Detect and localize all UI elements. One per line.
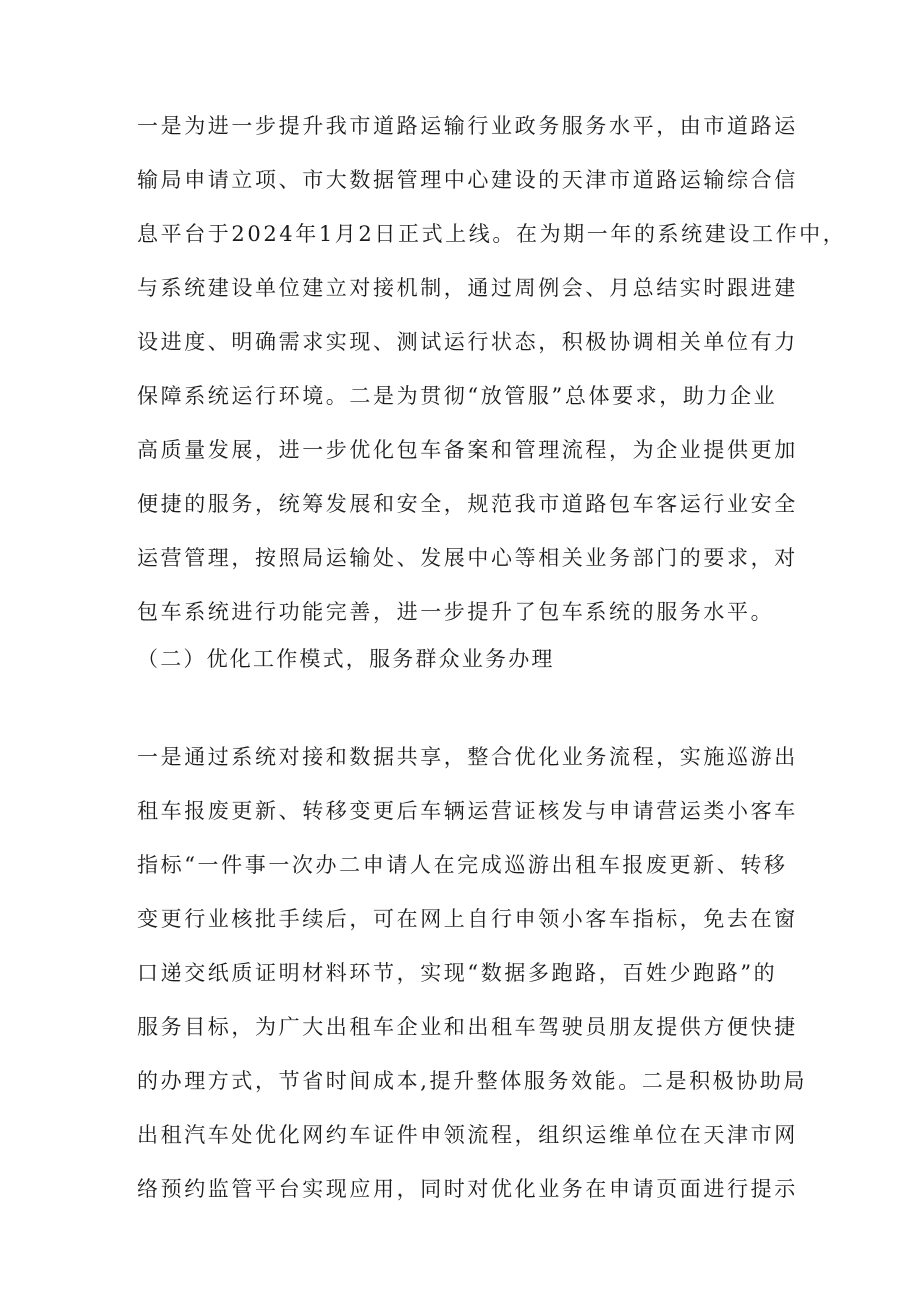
paragraph-2 — [137, 730, 808, 1216]
section-heading: （二）优化工作模式，服务群众业务办理 — [137, 647, 555, 671]
paragraph-line: 租车报废更新、转移变更后车辆运营证核发与申请营运类小客车 — [137, 799, 798, 823]
paragraph-line: 保障系统运行环境。二是为贯彻“放管服”总体要求，助力企业 — [137, 384, 778, 408]
paragraph-line: 包车系统进行功能完善，进一步提升了包车系统的服务水平。 — [137, 600, 775, 624]
paragraph-line: 络预约监管平台实现应用，同时对优化业务在申请页面进行提示 — [137, 1177, 798, 1201]
paragraph-line: 设进度、明确需求实现、测试运行状态，积极协调相关单位有力 — [137, 330, 798, 354]
paragraph-line: 口递交纸质证明材料环节，实现“数据多跑路，百姓少跑路”的 — [137, 961, 778, 985]
paragraph-line: 一是为进一步提升我市道路运输行业政务服务水平，由市道路运 — [137, 114, 798, 138]
paragraph-line: 的办理方式，节省时间成本,提升整体服务效能。二是积极协助局 — [137, 1069, 808, 1093]
paragraph-line: 输局申请立项、市大数据管理中心建设的天津市道路运输综合信 — [137, 168, 798, 192]
paragraph-1 — [137, 99, 847, 639]
paragraph-line: 指标“一件事一次办二申请人在完成巡游出租车报废更新、转移 — [137, 853, 788, 877]
paragraph-line: 服务目标，为广大出租车企业和出租车驾驶员朋友提供方便快捷 — [137, 1015, 798, 1039]
paragraph-line: 高质量发展，进一步优化包车备案和管理流程，为企业提供更加 — [137, 438, 798, 462]
paragraph-line: 一是通过系统对接和数据共享，整合优化业务流程，实施巡游出 — [137, 745, 798, 769]
paragraph-line: 变更行业核批手续后，可在网上自行申领小客车指标，免去在窗 — [137, 907, 798, 931]
paragraph-line: 便捷的服务，统筹发展和安全，规范我市道路包车客运行业安全 — [137, 492, 798, 516]
paragraph-line: 与系统建设单位建立对接机制，通过周例会、月总结实时跟进建 — [137, 276, 798, 300]
paragraph-line: 息平台于2024年1月2日正式上线。在为期一年的系统建设工作中， — [137, 222, 847, 246]
paragraph-line: 运营管理，按照局运输处、发展中心等相关业务部门的要求，对 — [137, 546, 798, 570]
paragraph-line: 出租汽车处优化网约车证件申领流程，组织运维单位在天津市网 — [137, 1123, 798, 1147]
